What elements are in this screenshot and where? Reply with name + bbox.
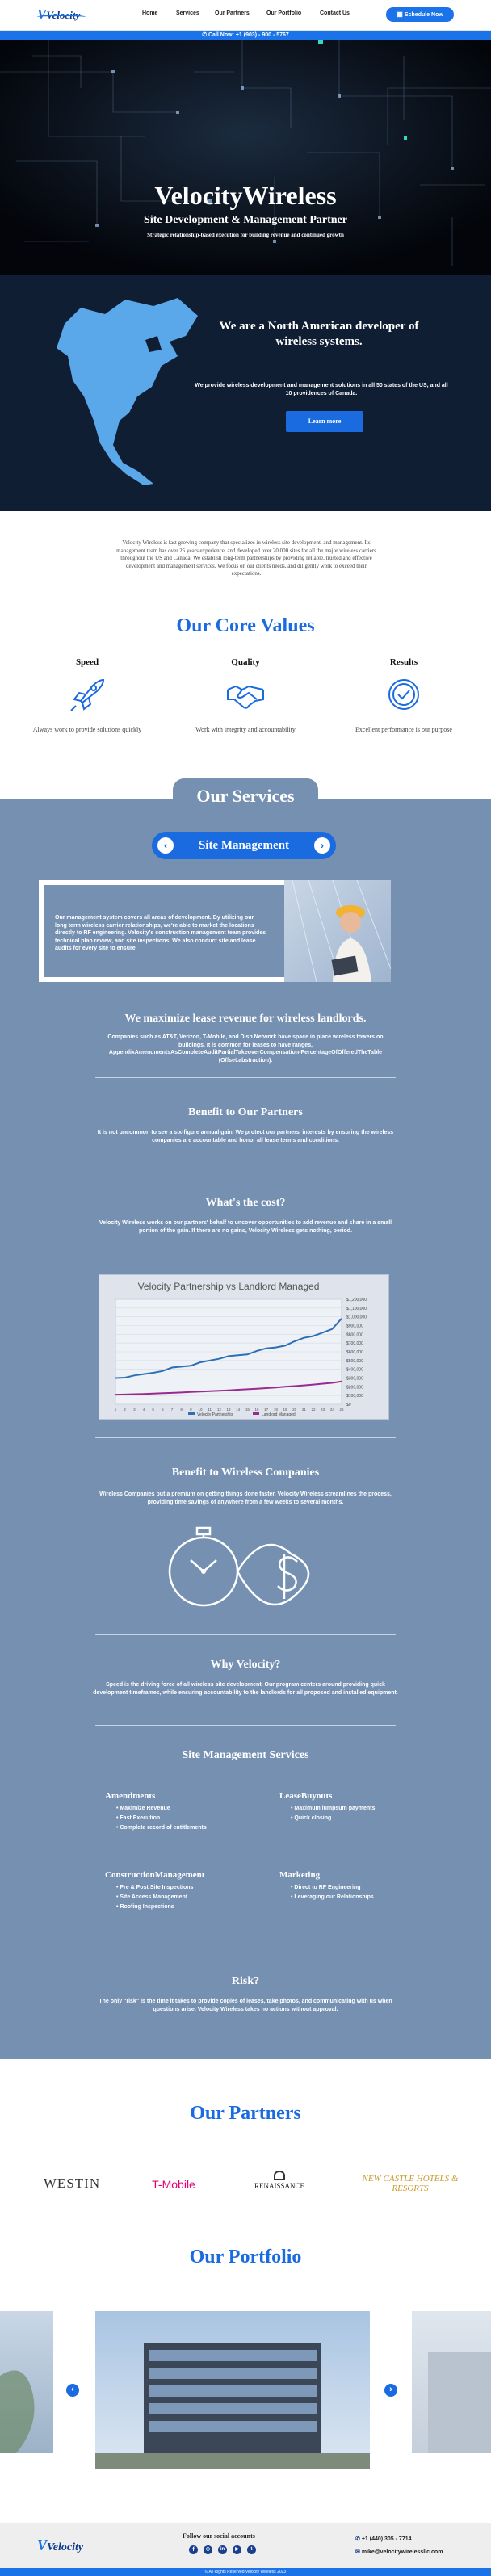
value-heading: Quality [231,657,260,667]
coastline-illustration [0,2311,53,2453]
y-tick-label: $1,200,000 [346,1298,367,1303]
value-speed [23,657,152,734]
y-tick-label: $1,100,000 [346,1306,367,1311]
social-heading: Follow our social accounts [183,2532,255,2540]
x-tick-label: 12 [216,1408,221,1412]
x-tick-label: 8 [180,1408,183,1412]
y-tick-label: $100,000 [346,1394,363,1399]
email-text: mike@velocitywirelessllc.com [361,2549,443,2555]
list-heading: Marketing [279,1870,321,1880]
x-tick-label: 24 [329,1408,334,1412]
section-heading-risk: Risk? [231,1975,260,1987]
list-item: • Maximize Revenue [116,1806,170,1811]
linkedin-icon[interactable]: in [218,2545,227,2554]
x-tick-label: 10 [198,1408,203,1412]
list-item: • Pre & Post Site Inspections [116,1885,194,1890]
facebook-icon[interactable]: f [189,2545,198,2554]
services-title: Our Services [173,778,318,811]
learn-more-button[interactable]: Learn more [286,411,363,432]
portfolio-main-image [95,2311,370,2469]
nav-contact[interactable]: Contact Us [320,10,350,16]
x-tick-label: 16 [254,1408,259,1412]
nav-portfolio[interactable]: Our Portfolio [266,10,302,16]
intro-text: Velocity Wireless is fast growing company that specializes in wireless site development, and management. Its management team has over 25 years experience, and developed over 20,000 sites for all the major wireless carriers throughout the US and Canada. We establish long-term partnerships by providing reliable, trusted and effective development and management services. We focus on our clients needs, and diligently work to exceed their expectations. [116,539,376,577]
prev-arrow-icon[interactable]: ‹ [157,837,174,854]
phone-icon: ✆ [355,2536,362,2542]
x-tick-label: 23 [321,1408,325,1412]
phone-text: +1 (440) 305 - 7714 [361,2536,412,2542]
partner-logo-renaissance [239,2171,320,2190]
section-text-lease-revenue: Companies such as AT&T, Verizon, T-Mobile, and Dish Network have space in place wireless towers on buildings. It is common for leases to have ranges, AppendixAmendmentsAsCompleteAuditPartialTakeoverCompensation-PercentageOfOfferedTheTable (Offset.abstraction). [107,1034,384,1064]
about-section [0,275,491,511]
schedule-now-button[interactable] [386,7,454,22]
list-item: • Quick closing [291,1815,332,1821]
y-tick-label: $800,000 [346,1332,363,1338]
x-tick-label: 21 [301,1408,306,1412]
portfolio-prev-image [0,2311,53,2453]
section-heading-lease-revenue: We maximize lease revenue for wireless landlords. [124,1013,367,1025]
legend-label: Landlord Managed [262,1412,296,1417]
about-text: We provide wireless development and management solutions in all 50 states of the US, and all 10 providences of Canada. [195,383,448,396]
logo-text: Velocity [46,9,81,21]
x-tick-label: 3 [133,1408,136,1412]
x-tick-label: 11 [208,1408,212,1412]
divider [95,1725,396,1726]
logo[interactable]: VVelocity [37,6,80,23]
calendar-icon: ▦ [397,10,405,18]
value-text: Work with integrity and accountability [195,726,296,733]
partner-logo-westin: WESTIN [43,2175,101,2191]
phone-icon: ✆ [202,32,208,38]
card-text-panel [44,885,284,977]
schedule-label: Schedule Now [404,12,443,18]
list-leasebuyouts [279,1791,401,1823]
about-heading: We are a North American developer of wireless systems. [219,320,419,348]
instagram-icon[interactable]: ◎ [204,2545,212,2554]
y-tick-label: $500,000 [346,1358,363,1364]
call-text: Call Now: +1 (903) - 900 - 5767 [208,32,289,38]
chart-svg [99,1275,390,1420]
list-heading: ConstructionManagement [105,1870,205,1880]
office-building-illustration [95,2311,370,2469]
value-text: Excellent performance is our purpose [355,726,452,733]
x-tick-label: 18 [273,1408,278,1412]
x-tick-label: 17 [264,1408,269,1412]
list-item: • Roofing Inspections [116,1904,174,1910]
divider [95,1634,396,1635]
nav-partners[interactable]: Our Partners [215,10,250,16]
list-amendments [105,1791,226,1833]
x-tick-label: 14 [236,1408,241,1412]
legend-swatch [253,1412,259,1415]
revenue-chart [99,1274,389,1420]
twitter-icon[interactable]: t [247,2545,256,2554]
y-tick-label: $700,000 [346,1341,363,1347]
value-results [339,657,468,734]
circuit-background [0,40,491,275]
y-tick-label: $1,000,000 [346,1315,367,1320]
partner-logo-newcastle: NEW CASTLE HOTELS & RESORTS [362,2174,459,2193]
partner-logo-tmobile: T-Mobile [152,2178,195,2191]
x-tick-label: 4 [142,1408,145,1412]
list-heading: Amendments [105,1791,156,1801]
section-heading-benefit-wireless: Benefit to Wireless Companies [171,1466,320,1479]
list-item: • Leveraging our Relationships [291,1894,374,1900]
y-tick-label: $0 [346,1403,351,1408]
list-item: • Fast Execution [116,1815,161,1821]
divider [95,1077,396,1078]
hero-subtitle: Site Development & Management Partner [144,214,347,226]
check-badge-icon [384,677,423,712]
card-text: Our management system covers all areas of development. By utilizing our long term wireless carrier relationships, we're able to market the locations directly to RF engineering. Velocity's construction management team provides technical plan review, and site inspections. We also conduct site and lease audits for every site to ensure [55,915,266,951]
renaissance-icon [274,2171,285,2180]
x-tick-label: 22 [311,1408,316,1412]
portfolio-title: Our Portfolio [189,2247,302,2268]
list-marketing [279,1870,401,1903]
footer-phone[interactable] [355,2536,412,2542]
nav-home[interactable]: Home [142,10,158,16]
portfolio-prev-arrow-icon[interactable]: ‹ [66,2384,79,2397]
section-heading-cost: What's the cost? [205,1197,286,1209]
list-item: • Maximum lumpsum payments [291,1806,376,1811]
next-arrow-icon[interactable]: › [314,837,330,854]
core-values-title: Our Core Values [176,615,315,636]
section-text-benefit-partners: It is not uncommon to see a six-figure annual gain. We protect our partners' interests by ensuring the wireless companies are accountable and honor all lease terms and conditions. [97,1130,394,1143]
hero-title: VelocityWireless [154,181,337,210]
x-tick-label: 13 [226,1408,231,1412]
list-construction [105,1870,250,1912]
section-text-risk: The only "risk" is the time it takes to provide copies of leases, take photos, and communicating with us when questions arise. Velocity Wireless takes no actions without approval. [99,1999,392,2012]
service-selector[interactable]: Site Management [152,832,336,859]
x-tick-label: 19 [283,1408,287,1412]
divider [95,1437,396,1438]
legend-swatch [188,1412,195,1415]
mail-icon: ✉ [355,2549,362,2555]
x-tick-label: 9 [190,1408,192,1412]
north-america-map [48,292,210,493]
engineer-photo [284,880,391,982]
footer-email[interactable] [355,2549,443,2555]
section-text-why: Speed is the driving force of all wireless site development. Our program centers around providing quick development timeframes, while ensuring accountability to the landlords for all proposed and installed equipment. [93,1682,398,1696]
y-tick-label: $400,000 [346,1367,363,1373]
legend-label: Velocity Partnership [197,1412,233,1417]
rocket-icon [68,677,107,712]
x-tick-label: 1 [114,1408,117,1412]
value-heading: Results [389,657,418,667]
value-text: Always work to provide solutions quickly [32,726,142,733]
hero-section [0,40,491,275]
portfolio-next-arrow-icon[interactable]: › [384,2384,397,2397]
list-item: • Complete record of entitlements [116,1825,207,1831]
chart-title: Velocity Partnership vs Landlord Managed [137,1281,320,1292]
stopwatch-money-icon [158,1521,333,1615]
section-heading-benefit-partners: Benefit to Our Partners [188,1106,303,1118]
list-item: • Site Access Management [116,1894,188,1900]
section-text-benefit-wireless: Wireless Companies put a premium on getting things done faster. Velocity Wireless streamlines the process, providing time savings of anywhere from a few weeks to several months. [99,1491,392,1505]
y-tick-label: $300,000 [346,1376,363,1382]
x-tick-label: 7 [170,1408,174,1412]
value-heading: Speed [75,657,99,667]
footer-logo-text: Velocity [47,2541,84,2553]
partners-title: Our Partners [190,2103,301,2124]
section-heading-why: Why Velocity? [210,1659,281,1671]
x-tick-label: 20 [292,1408,297,1412]
x-tick-label: 15 [245,1408,250,1412]
portfolio-next-image [412,2311,491,2453]
list-item: • Direct to RF Engineering [291,1885,361,1890]
engineer-illustration [284,880,391,982]
x-tick-label: 2 [124,1408,126,1412]
y-tick-label: $600,000 [346,1350,363,1355]
section-text-cost: Velocity Wireless works on our partners' behalf to uncover opportunities to add revenue and share in a small portion of the gain. If there are no gains, Velocity Wireless gets nothing, period. [99,1220,392,1234]
hero-tagline: Strategic relationship-based execution for building revenue and continued growth [147,232,344,238]
nav-services[interactable]: Services [176,10,199,16]
building-illustration [412,2311,491,2453]
footer-logo[interactable]: VVelocity [37,2537,84,2553]
site-header [0,0,491,31]
call-bar[interactable] [0,31,491,40]
copyright-bar: © All Rights Reserved Velocity Wireless 2023 [0,2568,491,2576]
value-quality [181,657,310,734]
y-tick-label: $200,000 [346,1385,363,1391]
youtube-icon[interactable]: ▶ [233,2545,241,2554]
handshake-icon [226,677,265,712]
x-tick-label: 25 [339,1408,344,1412]
lists-title: Site Management Services [182,1749,309,1761]
x-tick-label: 6 [162,1408,164,1412]
list-heading: LeaseBuyouts [279,1791,333,1801]
y-tick-label: $900,000 [346,1324,363,1329]
renaissance-text: RENAISSANCE [254,2182,304,2190]
footer [0,2523,491,2568]
site-management-card [39,880,391,982]
social-icons [189,2545,278,2555]
x-tick-label: 5 [152,1408,154,1412]
